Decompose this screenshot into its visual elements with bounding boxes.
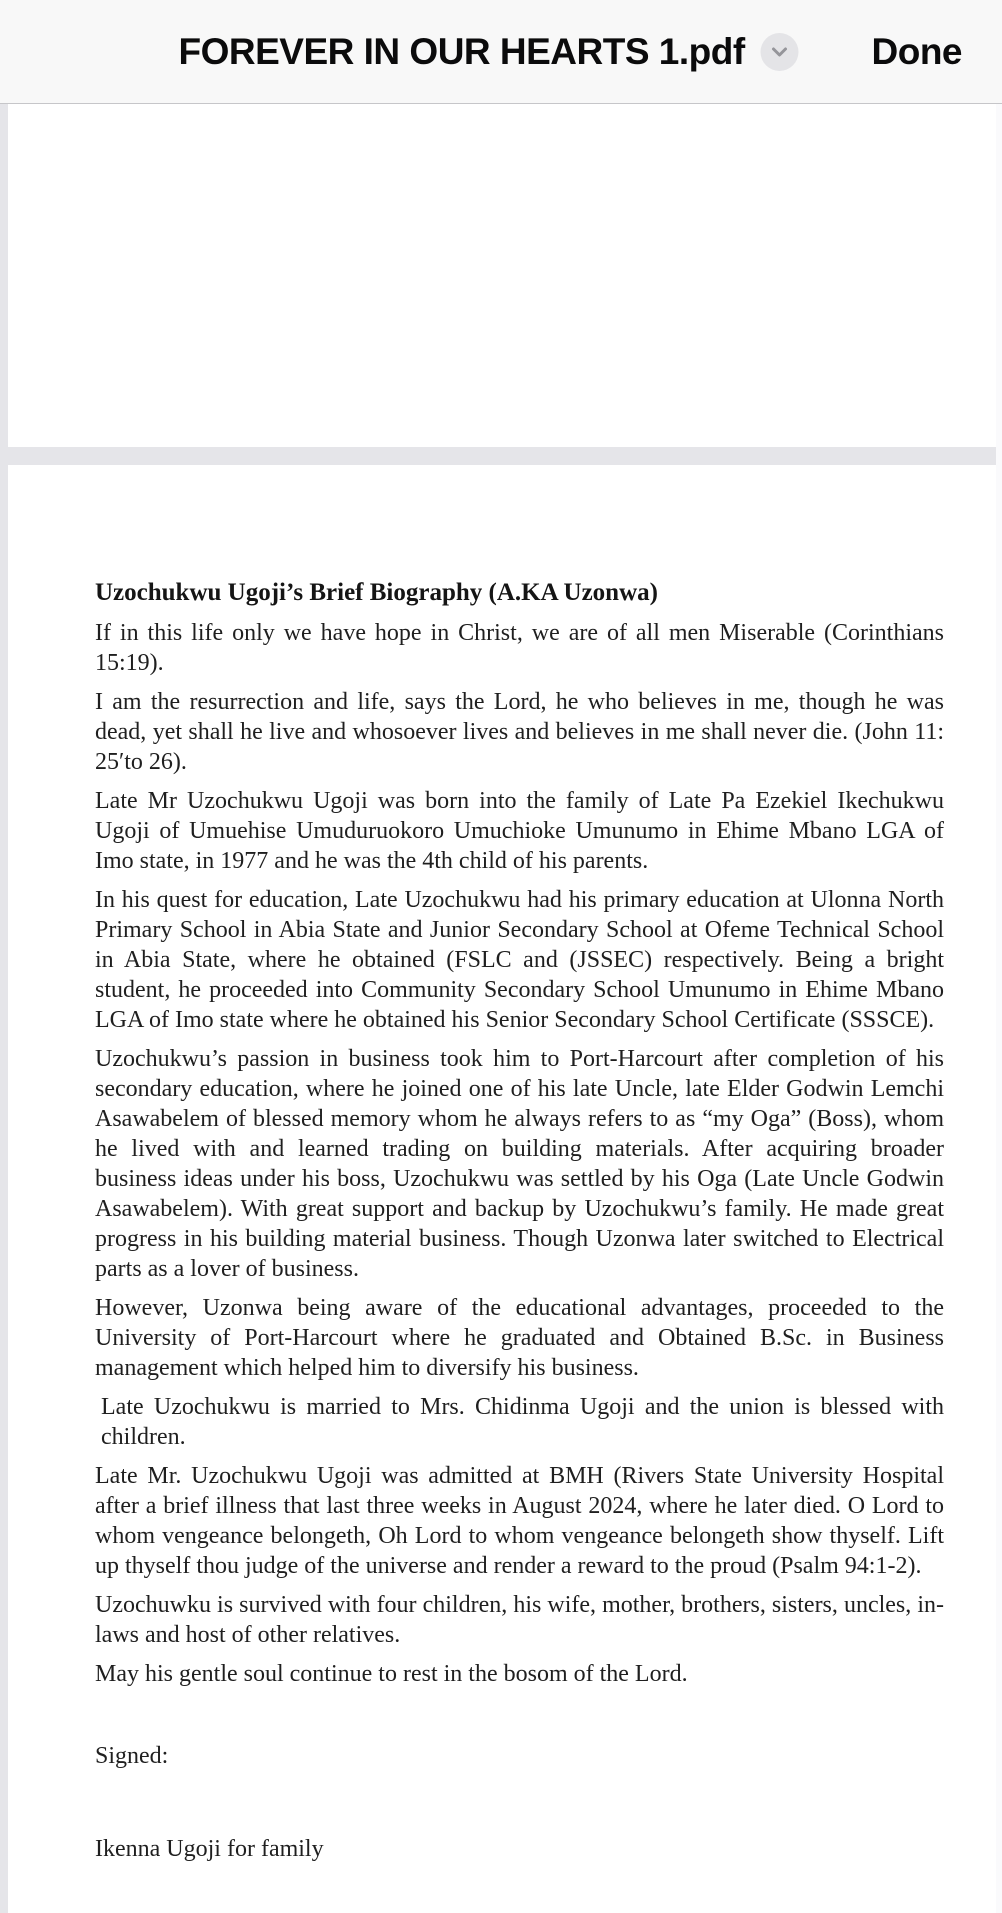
chevron-down-icon — [770, 42, 790, 62]
paragraph-death: Late Mr. Uzochukwu Ugoji was admitted at BMH (Rivers State University Hospital after a brief illness that last three weeks in August 2024, where he later died. O Lord to whom vengeance belongeth, Oh Lord to whom vengeance belongeth show thyself. Lift up thyself thou judge of the universe and render a reward to the proud (Psalm 94:1-2). — [95, 1463, 944, 1579]
done-button[interactable]: Done — [871, 30, 962, 72]
paragraph-scripture-2: I am the resurrection and life, says the Lord, he who believes in me, though he was dead, yet shall he live and whosoever lives and believes in me shall never die. (John 11: 25′to 26). — [95, 689, 944, 775]
paragraph-survivors: Uzochuwku is survived with four children, his wife, mother, brothers, sisters, uncles, in-laws and host of other relatives. — [95, 1592, 944, 1648]
paragraph-university: However, Uzonwa being aware of the educational advantages, proceeded to the University of Port-Harcourt where he graduated and Obtained B.Sc. in Business management which helped him to diversify his business. — [95, 1295, 944, 1381]
document-title: FOREVER IN OUR HEARTS 1.pdf — [178, 30, 745, 72]
paragraph-scripture-1: If in this life only we have hope in Christ, we are of all men Miserable (Corinthians 15:19). — [95, 620, 944, 676]
paragraph-education: In his quest for education, Late Uzochukwu had his primary education at Ulonna North Primary School in Abia State and Junior Secondary School at Ofeme Technical School in Abia State, where he obtained (FSLC and (JSSEC) respectively. Being a bright student, he proceeded into Community Secondary School Umunumo in Ehime Mbano LGA of Imo state where he obtained his Senior Secondary School Certificate (SSSCE). — [95, 887, 944, 1033]
pdf-page-1 — [8, 104, 1002, 447]
title-menu-button[interactable] — [761, 33, 799, 71]
signed-label: Signed: — [95, 1743, 169, 1769]
paragraph-marriage: Late Uzochukwu is married to Mrs. Chidinma Ugoji and the union is blessed with children. — [101, 1394, 944, 1450]
document-scroll-area[interactable] — [0, 104, 1002, 1913]
paragraph-birth: Late Mr Uzochukwu Ugoji was born into the family of Late Pa Ezekiel Ikechukwu Ugoji of Umuehise Umuduruokoro Umuchioke Umunumo in Ehime Mbano LGA of Imo state, in 1977 and he was the 4th child of his parents. — [95, 788, 944, 874]
signature-name: Ikenna Ugoji for family — [95, 1836, 324, 1862]
biography-heading: Uzochukwu Ugoji’s Brief Biography (A.KA Uzonwa) — [95, 579, 658, 606]
pdf-page-2 — [8, 465, 1002, 1913]
paragraph-business: Uzochukwu’s passion in business took him to Port-Harcourt after completion of his secondary education, where he joined one of his late Uncle, late Elder Godwin Lemchi Asawabelem of blessed memory whom he always refers to as “my Oga” (Boss), whom he lived with and learned trading on building materials. After acquiring broader business ideas under his boss, Uzochukwu was settled by his Oga (Late Uncle Godwin Asawabelem). With great support and backup by Uzochukwu’s family. He made great progress in his building material business. Though Uzonwa later switched to Electrical parts as a lover of business. — [95, 1046, 944, 1282]
header-bar — [0, 0, 1002, 104]
page-divider — [8, 447, 1002, 465]
document-title-group[interactable] — [178, 0, 798, 103]
scrollbar-track[interactable] — [996, 104, 1002, 1913]
paragraph-rest: May his gentle soul continue to rest in the bosom of the Lord. — [95, 1661, 688, 1687]
